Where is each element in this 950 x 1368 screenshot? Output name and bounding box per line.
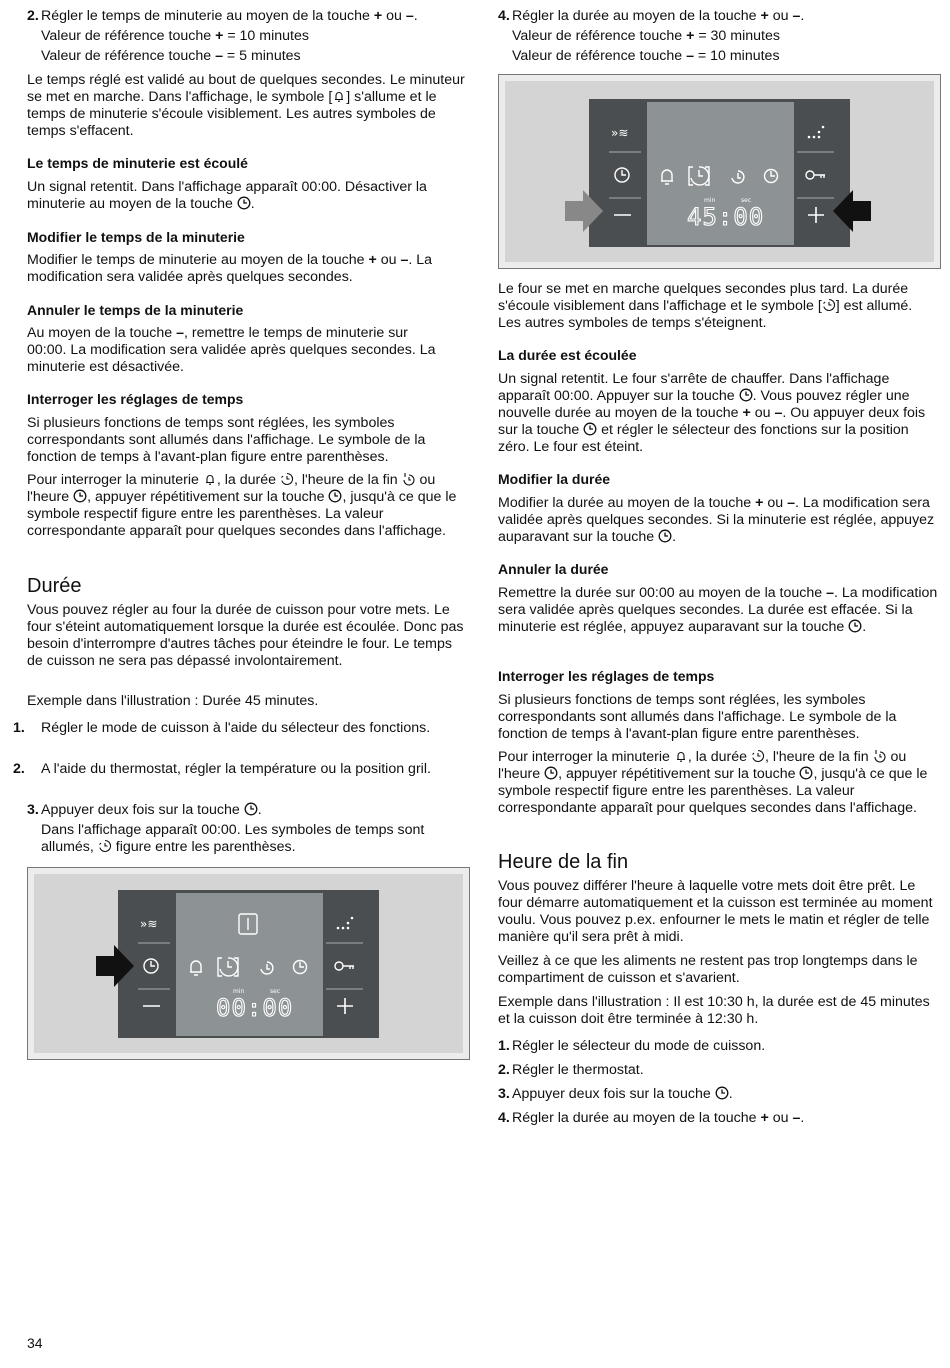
clock-icon (583, 422, 597, 436)
clock-icon (739, 388, 753, 402)
thermometer-icon (239, 914, 257, 934)
para-duree-1: Vous pouvez régler au four la durée de cuisson pour votre mets. Le four s'éteint automatiquement lorsque la durée est écoulée. Donc pas besoin d'interrompre d'autres tâches pour éteindre le four. Le temps de cuisson ne sera pas dépassé involontairement. (27, 602, 464, 669)
plus-button[interactable] (808, 207, 824, 223)
light-button[interactable] (337, 917, 354, 930)
para-modify-duration: Modifier la durée au moyen de la touche + ou –. La modification sera validée après quelques secondes. Si la minuterie est réglée, appuyez auparavant sur la touche . (498, 495, 935, 545)
clock-icon (799, 766, 813, 780)
step-2b: 2. A l'aide du thermostat, régler la température ou la position gril. (13, 761, 431, 777)
page-number: 34 (27, 1335, 43, 1351)
step-1: 1. Régler le mode de cuisson à l'aide du sélecteur des fonctions. (13, 720, 431, 736)
pointer-arrow-minus (565, 186, 605, 236)
key-lock-button[interactable] (335, 962, 354, 970)
step-4: 4. Régler la durée au moyen de la touche + ou –. (498, 8, 805, 24)
heading-modify-duration: Modifier la durée (498, 471, 611, 487)
para-duration-elapsed: Un signal retentit. Le four s'arrête de chauffer. Dans l'affichage apparaît 00:00. Appuyer sur la touche . Vous pouvez régler une nouvelle durée au moyen de la touche + ou –. Ou appuyer deux fois sur la touche et régler le sélecteur des fonctions sur la position zéro. Le four est éteint. (498, 371, 926, 455)
plus-button[interactable] (337, 998, 353, 1014)
clock-button[interactable] (144, 959, 158, 973)
svg-text:»≋: »≋ (611, 126, 629, 140)
ref-plus: Valeur de référence touche + = 10 minutes (41, 28, 309, 44)
time-readout: 45:00 (687, 203, 765, 231)
time-readout: 00:00 (216, 994, 294, 1022)
min-label: min (233, 988, 245, 995)
bell-icon (190, 961, 202, 975)
bell-icon (674, 749, 688, 763)
clock-icon (658, 529, 672, 543)
svg-text:»≋: »≋ (140, 917, 158, 931)
heading-query-settings: Interroger les réglages de temps (27, 391, 244, 407)
bell-icon (203, 472, 217, 486)
clock-icon (73, 489, 87, 503)
min-label: min (704, 197, 716, 204)
para-timer-elapsed: Un signal retentit. Dans l'affichage apparaît 00:00. Désactiver la minuterie au moyen de la touche . (27, 179, 427, 212)
duration-icon (98, 839, 112, 853)
bell-icon (332, 89, 346, 103)
para-query-1-right: Si plusieurs fonctions de temps sont réglées, les symboles correspondants sont allumés dans l'affichage. Le symbole de la fonction de temps à l'avant-plan figure entre parenthèses. (498, 692, 897, 742)
clock-icon (544, 766, 558, 780)
end-time-icon (402, 472, 416, 486)
end-time-icon (261, 962, 273, 974)
para-cancel-duration: Remettre la durée sur 00:00 au moyen de la touche –. La modification sera validée après quelques secondes. La durée est effacée. Si la minuterie est réglée, appuyez auparavant sur la touche . (498, 585, 938, 635)
clock-icon (848, 619, 862, 633)
pointer-arrow (96, 941, 136, 991)
end-time-icon (873, 749, 887, 763)
pointer-arrow-plus (831, 186, 871, 236)
oven-display-figure-2 (498, 74, 941, 269)
clock-icon (237, 196, 251, 210)
duration-icon (822, 298, 836, 312)
end-step-4: 4. Régler la durée au moyen de la touche + ou –. (498, 1110, 805, 1126)
key-lock-button[interactable] (806, 171, 825, 179)
ref-plus-right: Valeur de référence touche + = 30 minutes (512, 28, 780, 44)
clock-icon (294, 961, 307, 974)
heading-cancel-duration: Annuler la durée (498, 561, 609, 577)
step-3-sub: Dans l'affichage apparaît 00:00. Les symboles de temps sont allumés, figure entre les parenthèses. (41, 822, 425, 855)
clock-button[interactable] (615, 168, 629, 182)
ref-minus: Valeur de référence touche – = 5 minutes (41, 48, 301, 64)
clock-icon (715, 1086, 729, 1100)
end-step-2: 2. Régler le thermostat. (498, 1062, 644, 1078)
duration-icon (689, 167, 709, 185)
sec-label: sec (741, 197, 752, 204)
para-query-2-right: Pour interroger la minuterie , la durée , l'heure de la fin ou l'heure , appuyer répétitivement sur la touche , jusqu'à ce que le symbole respectif figure entre les parenthèses. La valeur correspondante apparaît pour quelques secondes dans l'affichage. (498, 749, 928, 816)
para-cancel-timer: Au moyen de la touche –, remettre le temps de minuterie sur 00:00. La modification sera validée après quelques secondes. La minuterie est désactivée. (27, 325, 436, 375)
heading-timer-elapsed: Le temps de minuterie est écoulé (27, 155, 248, 171)
clock-icon (328, 489, 342, 503)
heading-end-time: Heure de la fin (498, 851, 629, 873)
end-step-3: 3. Appuyer deux fois sur la touche . (498, 1086, 733, 1102)
step-2: 2. Régler le temps de minuterie au moyen de la touche + ou –. (27, 8, 418, 24)
para-end-2: Veillez à ce que les aliments ne restent pas trop longtemps dans le compartiment de cuisson et s'avarient. (498, 953, 918, 986)
clock-icon (765, 170, 778, 183)
duration-icon (751, 749, 765, 763)
clock-icon (244, 802, 258, 816)
heading-query-settings-right: Interroger les réglages de temps (498, 668, 715, 684)
para-query-2: Pour interroger la minuterie , la durée , l'heure de la fin ou l'heure , appuyer répétitivement sur la touche , jusqu'à ce que le symbole respectif figure entre les parenthèses. La valeur correspondante apparaît pour quelques secondes dans l'affichage. (27, 472, 457, 539)
para-oven-starts: Le four se met en marche quelques secondes plus tard. La durée s'écoule visiblement dans l'affichage et le symbole [ ] est allumé. Les autres symboles de temps s'éteignent. (498, 281, 913, 331)
duration-icon (218, 958, 238, 976)
rapid-heat-button[interactable] (611, 126, 628, 140)
control-panel-2 (589, 99, 850, 247)
para-timer-started: Le temps réglé est validé au bout de quelques secondes. Le minuteur se met en marche. Dans l'affichage, le symbole [ ] s'allume et le temps de minuterie s'écoule visiblement. Les autres symboles de temps s'effacent. (27, 72, 465, 139)
ref-minus-right: Valeur de référence touche – = 10 minutes (512, 48, 780, 64)
light-button[interactable] (808, 126, 825, 139)
heading-duration-elapsed: La durée est écoulée (498, 347, 637, 363)
para-query-1: Si plusieurs fonctions de temps sont réglées, les symboles correspondants sont allumés dans l'affichage. Le symbole de la fonction de temps à l'avant-plan figure entre parenthèses. (27, 415, 426, 465)
sec-label: sec (270, 988, 281, 995)
control-panel (118, 890, 379, 1038)
para-modify-timer: Modifier le temps de minuterie au moyen de la touche + ou –. La modification sera validée après quelques secondes. (27, 252, 433, 285)
end-time-icon (732, 171, 744, 183)
para-end-1: Vous pouvez différer l'heure à laquelle votre mets doit être prêt. Le four démarre automatiquement et la cuisson est terminée au moment voulu. Vous pouvez p.ex. enfourner le mets le matin et régler de telle manière qu'il sera prêt à midi. (498, 878, 933, 945)
end-step-1: 1. Régler le sélecteur du mode de cuisson. (498, 1038, 766, 1054)
duration-icon (280, 472, 294, 486)
heading-duree: Durée (27, 575, 82, 597)
rapid-heat-button[interactable] (140, 917, 157, 931)
para-duree-2: Exemple dans l'illustration : Durée 45 minutes. (27, 693, 319, 709)
heading-modify-timer: Modifier le temps de la minuterie (27, 229, 245, 245)
step-3: 3. Appuyer deux fois sur la touche . (27, 802, 262, 818)
heading-cancel-timer: Annuler le temps de la minuterie (27, 302, 244, 318)
para-end-3: Exemple dans l'illustration : Il est 10:30 h, la durée est de 45 minutes et la cuisson doit être terminée à 12:30 h. (498, 994, 930, 1027)
oven-display-figure-1 (27, 867, 470, 1060)
bell-icon (661, 170, 673, 184)
